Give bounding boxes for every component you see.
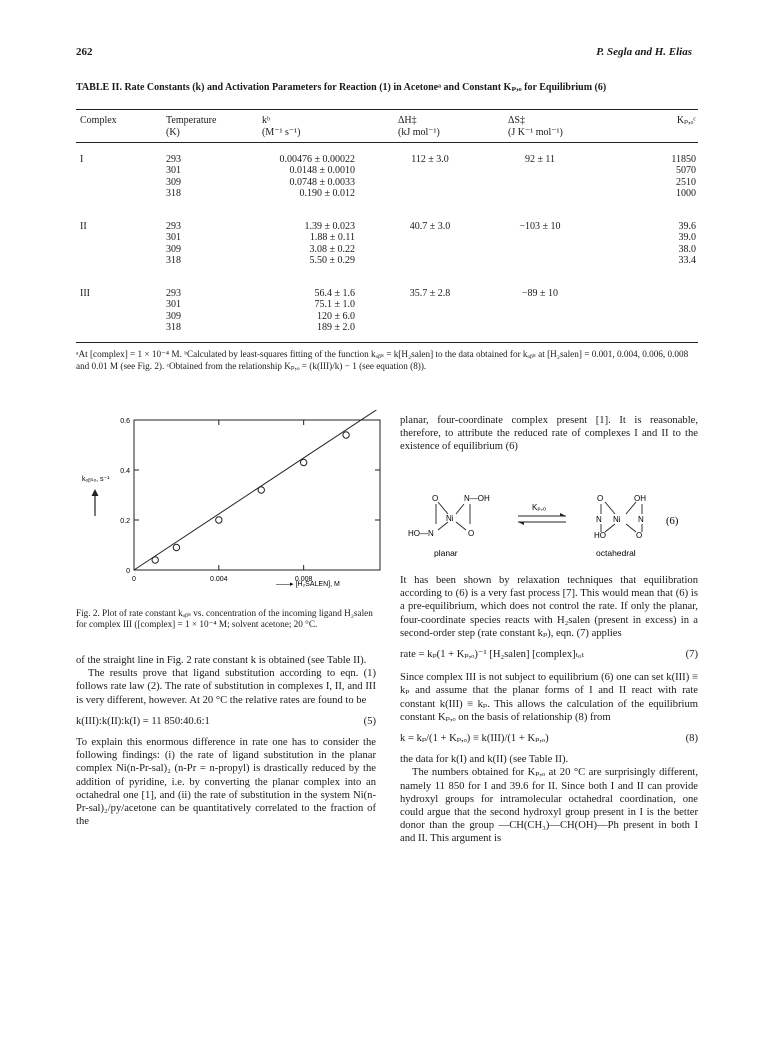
atom-label: O <box>432 494 439 503</box>
k-values: 56.4 ± 1.6 75.1 ± 1.0 120 ± 6.0 189 ± 2.0 <box>314 288 355 334</box>
octahedral-label: octahedral <box>596 548 636 558</box>
figure-caption: Fig. 2. Plot of rate constant kₒᵦₛ vs. concentration of the incoming ligand H₂salen for complex III ([complex] = 1 × 10⁻⁴ M; solvent acetone; 20 °C. <box>76 608 373 629</box>
paragraph: The numbers obtained for Kₚ,ₒ at 20 °C are surprisingly different, namely 11 850 for I and 39.6 for II. Since both I and II can provide hydroxyl groups for intramolecular octahedral coordination, one could argue that the second hydroxyl group present in I is the better donor than the group —CH(CH₃)—CH(OH)—Ph present in both I and II. This argument is <box>400 767 698 845</box>
x-tick-label: 0.008 <box>294 576 313 583</box>
dh-value: 35.7 ± 2.8 <box>409 288 451 299</box>
left-column <box>76 654 376 828</box>
atom-label: N—OH <box>464 494 490 503</box>
kpo-values: 11850 5070 2510 1000 <box>671 154 696 200</box>
kpo-values: 39.6 39.0 38.0 33.4 <box>678 221 696 267</box>
equation-text: k = kₚ/(1 + Kₚ,ₒ) ≡ k(III)/(1 + Kₚ,ₒ) <box>400 733 549 745</box>
paragraph: of the straight line in Fig. 2 rate constant k is obtained (see Table II). <box>76 655 367 666</box>
complex-label: I <box>80 154 84 165</box>
table-footnote: ᵃAt [complex] = 1 × 10⁻⁴ M. ᵇCalculated by least-squares fitting of the function kₒᵦₛ = k[H₂salen] to the data obtained for kₒᵦₛ at [H₂salen] = 0.001, 0.004, 0.006, 0.008 and 0.01 M (see Fig. 2). ᶜObtained from the relationship Kₚ,ₒ = (k(III)/k) − 1 (see equation (8)). <box>76 349 689 371</box>
data-point <box>258 487 264 493</box>
axis-ticks <box>134 420 380 570</box>
atom-label: O <box>636 531 643 540</box>
data-point <box>173 544 179 550</box>
k-values: 0.00476 ± 0.00022 0.0148 ± 0.0010 0.0748 ± 0.0033 0.190 ± 0.012 <box>279 154 355 200</box>
y-tick-label: 0.2 <box>120 518 130 525</box>
y-axis-arrow <box>92 489 99 516</box>
equation-number: (5) <box>363 715 376 727</box>
x-axis-label: ——▸ [H₂SALEN], M <box>276 581 340 588</box>
x-tick-label: 0.004 <box>210 576 228 583</box>
header-dh-unit: (kJ mol⁻¹) <box>398 127 440 138</box>
data-point <box>300 459 306 465</box>
equilibrium-arrows <box>518 513 566 525</box>
paragraph: planar, four-coordinate complex present [1]. It is reasonable, therefore, to attribute the reduced rate of complexes I and II to the existence of equilibrium (6) <box>400 415 698 453</box>
atom-label: OH <box>634 494 646 503</box>
table-bottom-rule <box>76 342 698 343</box>
atom-label: O <box>468 529 475 538</box>
table-header-rule <box>76 142 698 143</box>
header-ds: ΔS‡ <box>508 115 525 126</box>
plot-frame <box>134 420 380 570</box>
y-tick-label: 0.4 <box>120 468 130 475</box>
temperature-values: 293 301 309 318 <box>166 288 181 334</box>
atom-label: HO <box>594 531 606 540</box>
data-points <box>152 432 349 563</box>
complex-label: II <box>80 221 87 232</box>
paragraph: the data for k(I) and k(II) (see Table II). <box>400 754 569 766</box>
equation-7 <box>400 648 698 661</box>
header-k: kᵇ <box>262 115 271 126</box>
kpo-label: Kₚ,ₒ <box>532 503 547 512</box>
equation-5 <box>76 715 376 728</box>
table-caption: TABLE II. Rate Constants (k) and Activation Parameters for Reaction (1) in Acetoneᵃ and Constant Kₚ,ₒ for Equilibrium (6) <box>76 82 607 93</box>
equation-number: (8) <box>685 733 698 745</box>
header-ds-unit: (J K⁻¹ mol⁻¹) <box>508 127 563 138</box>
header-temperature-unit: (K) <box>166 127 180 138</box>
right-column-bottom <box>400 574 698 846</box>
data-point <box>216 517 222 523</box>
header-dh: ΔH‡ <box>398 115 417 126</box>
complex-label: III <box>80 288 90 299</box>
octahedral-structure <box>601 502 642 532</box>
figure-2-chart <box>76 410 386 600</box>
temperature-values: 293 301 309 318 <box>166 154 181 200</box>
data-point <box>152 557 158 563</box>
data-point <box>343 432 349 438</box>
paragraph: To explain this enormous difference in rate one has to consider the following findings: (i) the rate of ligand substitution in the planar complex Ni(n-Pr-sal)₂ (n-Pr = n-propyl) is drastically reduced by the addition of pyridine, i.e. by converting the planar complex into an octahedral one [1], and (ii) the rate of substitution in the system Ni(n-Pr-sal)₂/py/acetone can be quantitatively correlated to the fraction of the <box>76 737 376 828</box>
atom-label: HO—N <box>408 529 434 538</box>
y-axis-label: kₒᵦₛₒ, s⁻¹ <box>82 476 110 483</box>
table-top-rule <box>76 109 698 110</box>
header-complex: Complex <box>80 115 117 126</box>
equation-number: (6) <box>666 516 679 527</box>
atom-label: O <box>597 494 604 503</box>
y-tick-label: 0 <box>126 568 130 575</box>
dh-value: 40.7 ± 3.0 <box>409 221 451 232</box>
paragraph: Since complex III is not subject to equilibrium (6) one can set k(III) ≡ kₚ and assume that the planar forms of I and II react with rate constant k(III) ≡ kₚ. This allows the calculation of the equilibrium constant Kₚ,ₒ on the basis of relationship (8) from <box>400 672 698 723</box>
ds-value: 92 ± 11 <box>524 154 556 165</box>
equation-text: rate = kₚ(1 + Kₚ,ₒ)⁻¹ [H₂salen] [complex]ₜₒₜ <box>400 649 584 661</box>
x-tick-label: 0 <box>132 576 136 583</box>
equilibrium-scheme <box>400 480 698 560</box>
equation-text: k(III):k(II):k(I) = 11 850:40.6:1 <box>76 715 210 727</box>
header-kpo: Kₚ,ₒᶜ <box>676 115 696 126</box>
paragraph: It has been shown by relaxation techniques that equilibration according to (6) is a very fast process [7]. This would mean that (6) is a pre-equilibrium, which does not control the rate. If only the planar, four-coordinate species reacts with H₂salen (present in excess) in a second-order step (rate constant kₚ), eqn. (7) applies <box>400 575 698 639</box>
dh-value: 112 ± 3.0 <box>411 154 449 165</box>
planar-label: planar <box>434 548 458 558</box>
paragraph: The results prove that ligand substitution according to eqn. (1) follows rate law (2). The rate of substitution in complexes I, II, and III is very different, however. At 20 °C the relative rates are found to be <box>76 668 376 706</box>
y-tick-label: 0.6 <box>120 418 130 425</box>
atom-label: N <box>638 515 644 524</box>
atom-label: N <box>596 515 602 524</box>
header-k-unit: (M⁻¹ s⁻¹) <box>262 127 301 138</box>
atom-label: Ni <box>446 514 454 523</box>
page-number: 262 <box>76 46 93 58</box>
k-values: 1.39 ± 0.023 1.88 ± 0.11 3.08 ± 0.22 5.50 ± 0.29 <box>304 221 355 267</box>
ds-value: −103 ± 10 <box>519 221 561 232</box>
equation-number: (7) <box>685 649 698 661</box>
header-temperature: Temperature <box>166 115 217 126</box>
tick-labels <box>120 418 312 583</box>
running-head: P. Segla and H. Elias <box>596 46 692 58</box>
equation-8 <box>400 732 698 745</box>
ds-value: −89 ± 10 <box>521 288 559 299</box>
atom-label: Ni <box>613 515 621 524</box>
temperature-values: 293 301 309 318 <box>166 221 181 267</box>
right-column-top <box>400 414 698 454</box>
